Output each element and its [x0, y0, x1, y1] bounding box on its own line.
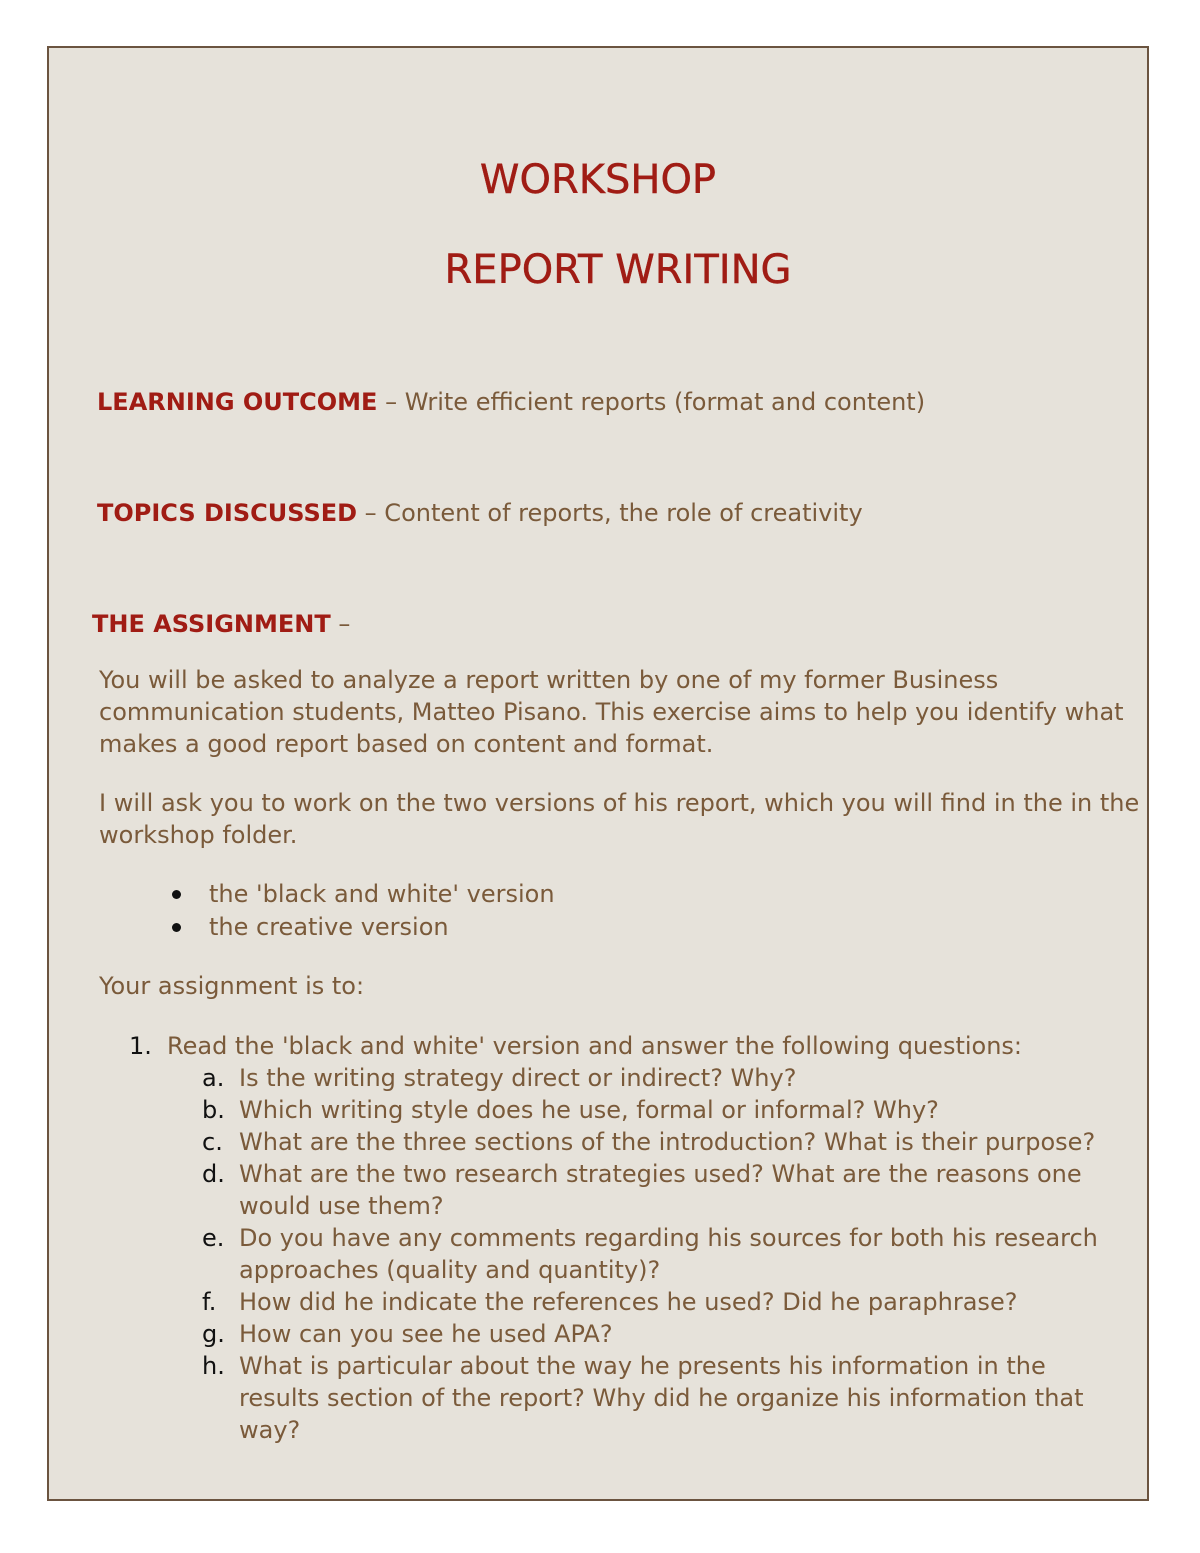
- list-item: [99, 878, 555, 911]
- question-text: How can you see he used APA?: [239, 1320, 613, 1348]
- question-text: What are the three sections of the introduction? What is their purpose?: [239, 1128, 1096, 1156]
- list-item: [199, 1286, 1099, 1318]
- task-text: Read the 'black and white' version and answer the following questions:: [167, 1032, 1023, 1060]
- assignment-label: THE ASSIGNMENT: [92, 610, 331, 638]
- question-text: Which writing style does he use, formal or informal? Why?: [239, 1096, 939, 1124]
- question-letter: h.: [202, 1352, 225, 1380]
- question-letter: b.: [202, 1096, 225, 1124]
- list-item: [199, 1222, 1099, 1286]
- bullet-icon: [172, 890, 181, 899]
- assignment-paragraph-2: I will ask you to work on the two versions of his report, which you will find in the in the workshop folder.: [99, 789, 1140, 849]
- topics-discussed-text: – Content of reports, the role of creativity: [357, 499, 863, 527]
- list-item: [199, 1318, 1099, 1350]
- question-letter: e.: [202, 1224, 225, 1252]
- learning-outcome: [97, 386, 925, 418]
- question-text: What are the two research strategies used? What are the reasons one would use them?: [239, 1160, 1082, 1220]
- document-frame: [47, 46, 1149, 1501]
- assignment-heading: [92, 608, 350, 640]
- learning-outcome-text: – Write efficient reports (format and content): [377, 388, 926, 416]
- question-letter: a.: [202, 1064, 225, 1092]
- assignment-intro: Your assignment is to:: [99, 972, 365, 1000]
- question-letter: c.: [202, 1128, 223, 1156]
- question-letter: d.: [202, 1160, 225, 1188]
- topics-discussed: [97, 497, 863, 529]
- title-workshop: WORKSHOP: [479, 157, 717, 203]
- question-letter: g.: [202, 1320, 225, 1348]
- task-1: [129, 1030, 1022, 1062]
- question-list: [199, 1062, 1099, 1446]
- version-label: the 'black and white' version: [209, 880, 555, 908]
- list-item: [199, 1350, 1099, 1446]
- list-item: [199, 1126, 1099, 1158]
- version-label: the creative version: [209, 913, 449, 941]
- learning-outcome-label: LEARNING OUTCOME: [97, 388, 378, 416]
- versions-list: [99, 878, 555, 944]
- list-item: [99, 911, 555, 944]
- title-report-writing: REPORT WRITING: [444, 247, 792, 293]
- bullet-icon: [172, 923, 181, 932]
- list-item: [199, 1062, 1099, 1094]
- task-number: 1.: [129, 1032, 152, 1060]
- list-item: [199, 1094, 1099, 1126]
- list-item: [199, 1158, 1099, 1222]
- assignment-dash: –: [330, 610, 351, 638]
- question-text: Is the writing strategy direct or indirect? Why?: [239, 1064, 797, 1092]
- question-text: Do you have any comments regarding his sources for both his research approaches (quality and quantity)?: [239, 1224, 1098, 1284]
- question-letter: f.: [202, 1288, 217, 1316]
- question-text: What is particular about the way he presents his information in the results section of the report? Why did he organize his information that way?: [239, 1352, 1084, 1444]
- topics-discussed-label: TOPICS DISCUSSED: [97, 499, 358, 527]
- assignment-paragraph-1: You will be asked to analyze a report written by one of my former Business communication students, Matteo Pisano. This exercise aims to help you identify what makes a good report based on content and format.: [99, 666, 1124, 758]
- question-text: How did he indicate the references he used? Did he paraphrase?: [239, 1288, 1018, 1316]
